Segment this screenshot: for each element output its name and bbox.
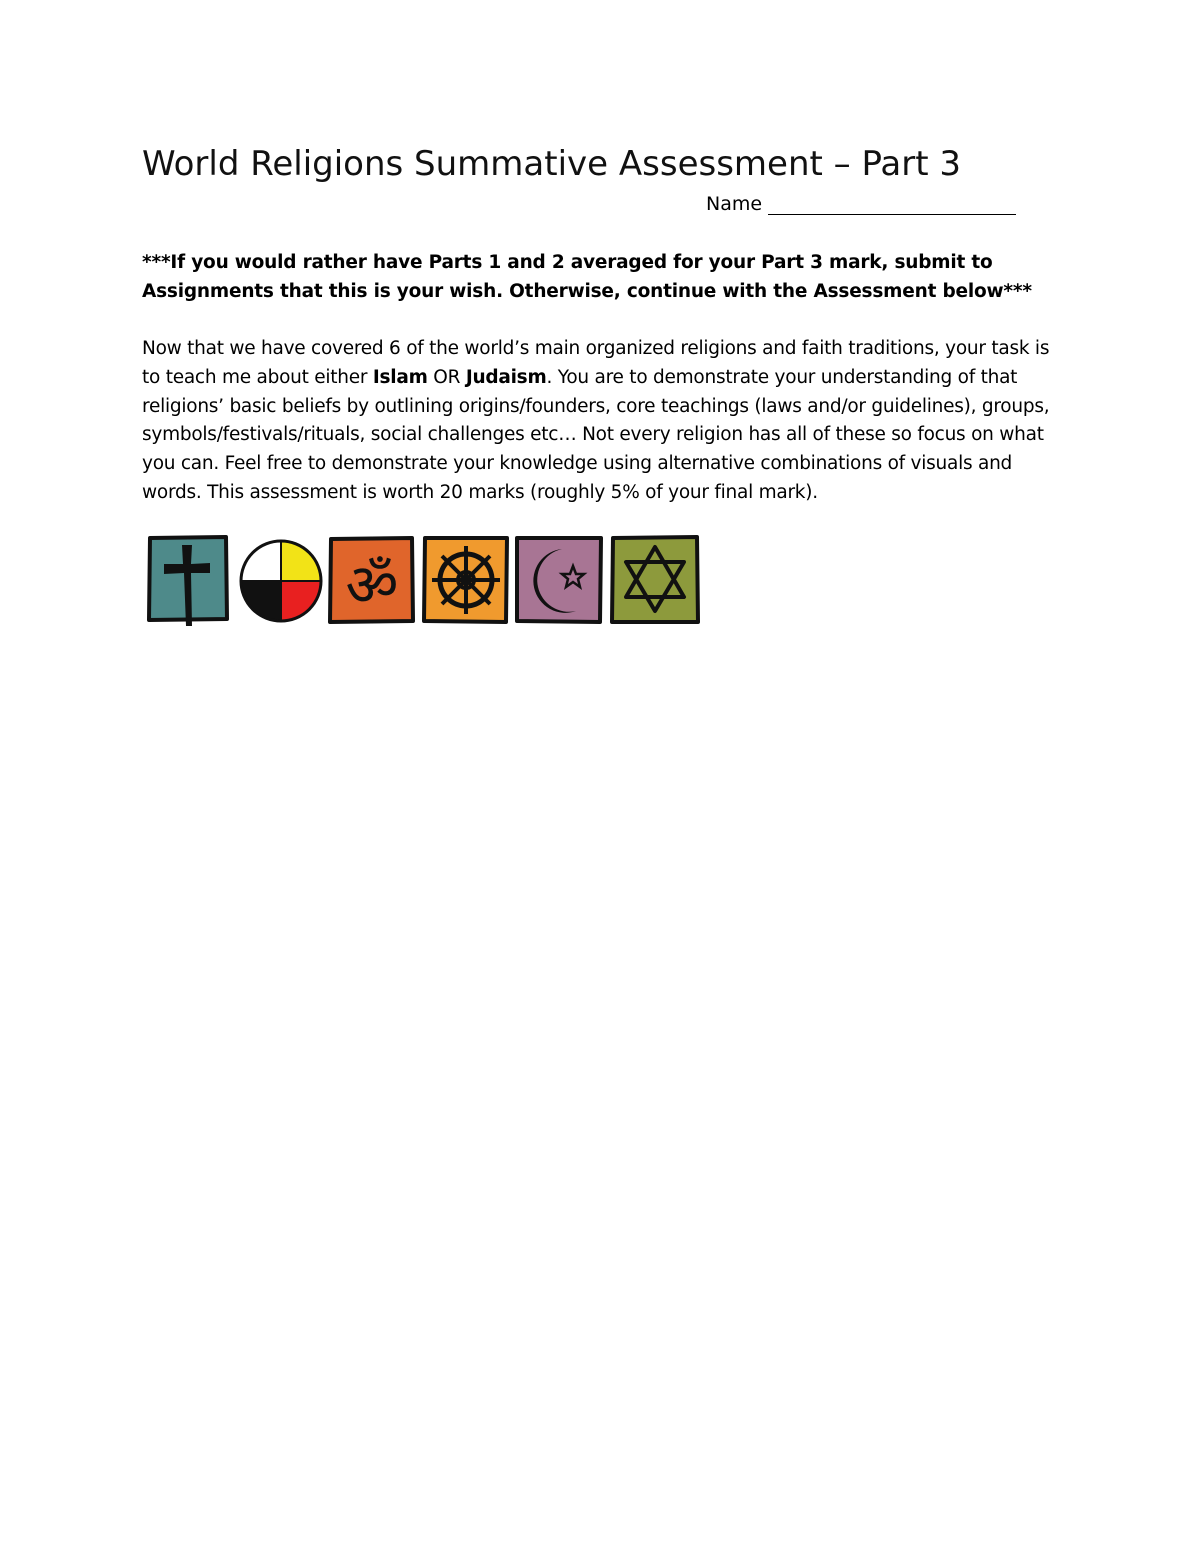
name-label: Name bbox=[706, 193, 763, 215]
star-of-david-icon bbox=[610, 535, 700, 627]
name-field bbox=[706, 193, 1016, 215]
instructions-text-1: Now that we have covered 6 of the world’s main organized religions and faith traditions, your task is to teach me about either bbox=[142, 338, 1050, 388]
cross-icon bbox=[146, 535, 230, 627]
or-text: OR bbox=[427, 366, 466, 388]
star-crescent-icon bbox=[514, 535, 604, 627]
judaism-keyword: Judaism bbox=[465, 366, 547, 388]
page-title: World Religions Summative Assessment – Part 3 bbox=[142, 144, 962, 184]
svg-text:ॐ: ॐ bbox=[345, 551, 399, 619]
name-blank-line[interactable] bbox=[768, 195, 1016, 215]
instructions-text-2: . You are to demonstrate your understanding of that religions’ basic beliefs by outlining origins/founders, core teachings (laws and/or guidelines), groups, symbols/festivals/rituals, social challenges etc… Not every religion has all of these so focus on what you can. Feel free to demonstrate your knowledge using alternative combinations of visuals and words. This assessment is worth 20 marks (roughly 5% of your final mark). bbox=[142, 366, 1050, 503]
islam-keyword: Islam bbox=[372, 366, 428, 388]
instructions-paragraph bbox=[142, 335, 1057, 508]
om-icon bbox=[328, 535, 416, 627]
religion-symbols-strip bbox=[146, 535, 706, 627]
medicine-wheel-icon bbox=[238, 535, 324, 627]
dharma-wheel-icon bbox=[422, 535, 510, 627]
notice-paragraph: ***If you would rather have Parts 1 and 2 averaged for your Part 3 mark, submit to Assignments that this is your wish. Otherwise, continue with the Assessment below*** bbox=[142, 252, 1032, 302]
